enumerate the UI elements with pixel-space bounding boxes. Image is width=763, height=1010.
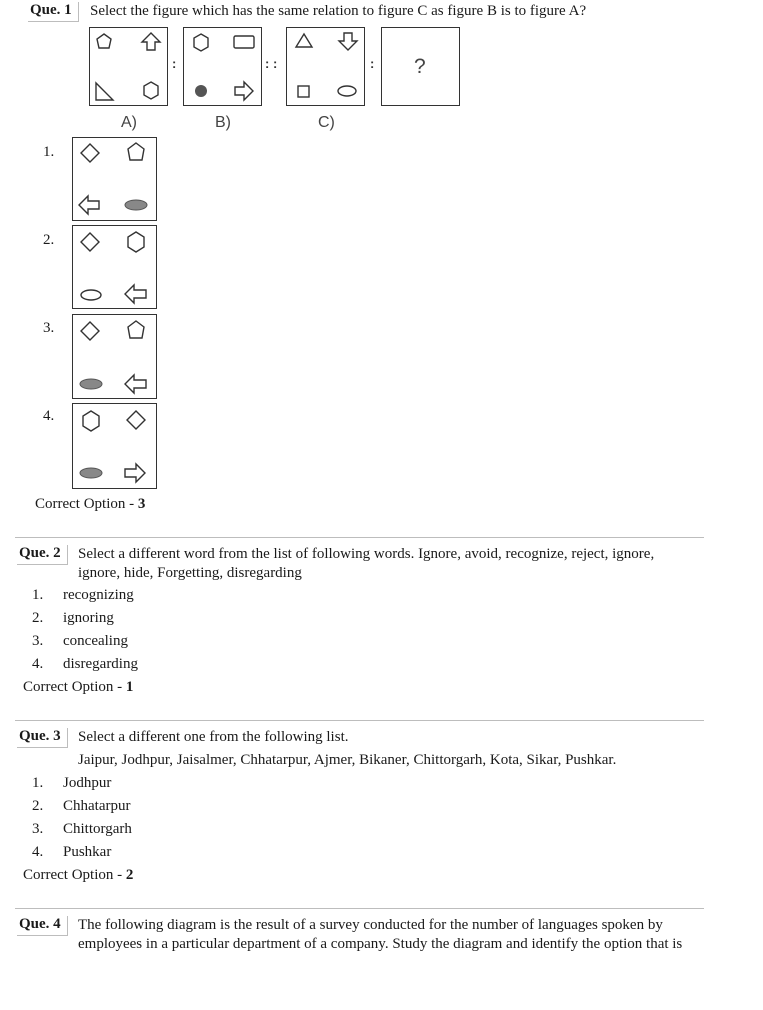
q3-correct-value: 2: [125, 867, 134, 883]
arrow-left-icon: [125, 285, 146, 303]
arrow-right-icon: [125, 464, 145, 482]
q1-correct-value: 3: [137, 496, 146, 512]
q3-option-1-number: 1.: [32, 775, 44, 791]
arrow-left-icon: [79, 196, 99, 214]
q3-option-3-number: 3.: [32, 821, 44, 837]
figure-b-arrow-right-icon: [235, 82, 253, 100]
pentagon-icon: [128, 321, 144, 338]
question-2-text-line-1: Select a different word from the list of following words. Ignore, avoid, recognize, reject, ignore,: [78, 546, 655, 562]
q3-option-2-text[interactable]: Chhatarpur: [63, 798, 131, 814]
figure-b-filled-circle-icon: [195, 85, 207, 97]
q2-correct-value: 1: [125, 679, 134, 695]
ratio-double-colon: : :: [265, 56, 278, 71]
figure-c-box: [286, 27, 365, 106]
q2-correct-option: [23, 679, 133, 696]
figure-c-label: C): [318, 114, 335, 131]
q3-option-4-text[interactable]: Pushkar: [63, 844, 112, 860]
q2-correct-prefix: Correct Option -: [23, 679, 126, 695]
q1-option-3-number: 3.: [43, 320, 55, 336]
q1-option-3-figure[interactable]: [72, 314, 157, 399]
divider-2: [15, 720, 704, 721]
figure-b-hexagon-icon: [194, 34, 208, 51]
question-1-text: Select the figure which has the same relation to figure C as figure B is to figure A?: [90, 3, 587, 19]
q1-correct-prefix: Correct Option -: [35, 496, 138, 512]
q2-option-3-text[interactable]: concealing: [63, 633, 128, 649]
q1-option-4-figure[interactable]: [72, 403, 157, 489]
question-2-text-line-2: ignore, hide, Forgetting, disregarding: [78, 565, 302, 581]
q3-correct-option: [23, 867, 133, 884]
hexagon-icon: [128, 232, 144, 252]
q1-option-2-number: 2.: [43, 232, 55, 248]
divider-3: [15, 908, 704, 909]
figure-b-rectangle-icon: [234, 36, 254, 48]
hexagon-icon: [83, 411, 99, 431]
diamond-icon: [81, 233, 99, 251]
question-1-label: Que. 1: [28, 2, 79, 22]
filled-ellipse-icon: [80, 379, 102, 389]
divider-1: [15, 537, 704, 538]
q2-option-1-number: 1.: [32, 587, 44, 603]
diamond-icon: [127, 411, 145, 429]
q1-option-2-figure[interactable]: [72, 225, 157, 309]
q2-option-4-text[interactable]: disregarding: [63, 656, 138, 672]
question-3-text-line-2: Jaipur, Jodhpur, Jaisalmer, Chhatarpur, Ajmer, Bikaner, Chittorgarh, Kota, Sikar, Pushkar.: [78, 752, 617, 768]
q3-option-3-text[interactable]: Chittorgarh: [63, 821, 132, 837]
figure-a-pentagon-icon: [97, 34, 111, 48]
question-4-text-line-2: employees in a particular department of a company. Study the diagram and identify the option that is: [78, 936, 683, 952]
q1-option-1-figure[interactable]: [72, 137, 157, 221]
figure-b-label: B): [215, 114, 231, 131]
q3-option-4-number: 4.: [32, 844, 44, 860]
figure-c-square-icon: [298, 86, 309, 97]
figure-a-right-triangle-icon: [96, 83, 113, 100]
ellipse-icon: [81, 290, 101, 300]
diamond-icon: [81, 144, 99, 162]
figure-a-arrow-up-icon: [142, 33, 160, 50]
answer-placeholder-box: [381, 27, 460, 106]
question-3-text-line-1: Select a different one from the following list.: [78, 729, 349, 745]
diamond-icon: [81, 322, 99, 340]
question-2-label: Que. 2: [17, 545, 68, 565]
figure-b-box: [183, 27, 262, 106]
arrow-left-icon: [125, 375, 146, 393]
question-mark: ?: [414, 55, 426, 78]
q2-option-1-text[interactable]: recognizing: [63, 587, 134, 603]
q3-option-1-text[interactable]: Jodhpur: [63, 775, 112, 791]
q1-option-4-number: 4.: [43, 408, 55, 424]
question-4-label: Que. 4: [17, 916, 68, 936]
q2-option-2-number: 2.: [32, 610, 44, 626]
figure-a-label: A): [121, 114, 137, 131]
q1-option-1-number: 1.: [43, 144, 55, 160]
q2-option-4-number: 4.: [32, 656, 44, 672]
q2-option-2-text[interactable]: ignoring: [63, 610, 114, 626]
figure-a-hexagon-icon: [144, 82, 158, 99]
figure-a-box: [89, 27, 168, 106]
filled-ellipse-icon: [125, 200, 147, 210]
ratio-colon: :: [172, 56, 178, 71]
figure-c-ellipse-icon: [338, 86, 356, 96]
q1-correct-option: [35, 496, 145, 513]
figure-c-triangle-icon: [296, 34, 312, 47]
question-4-text-line-1: The following diagram is the result of a survey conducted for the number of languages spoken by: [78, 917, 663, 933]
pentagon-icon: [128, 143, 144, 160]
q3-option-2-number: 2.: [32, 798, 44, 814]
figure-c-arrow-down-icon: [339, 33, 357, 50]
q2-option-3-number: 3.: [32, 633, 44, 649]
ratio-colon-2: :: [370, 56, 376, 71]
q3-correct-prefix: Correct Option -: [23, 867, 126, 883]
question-3-label: Que. 3: [17, 728, 68, 748]
filled-ellipse-icon: [80, 468, 102, 478]
